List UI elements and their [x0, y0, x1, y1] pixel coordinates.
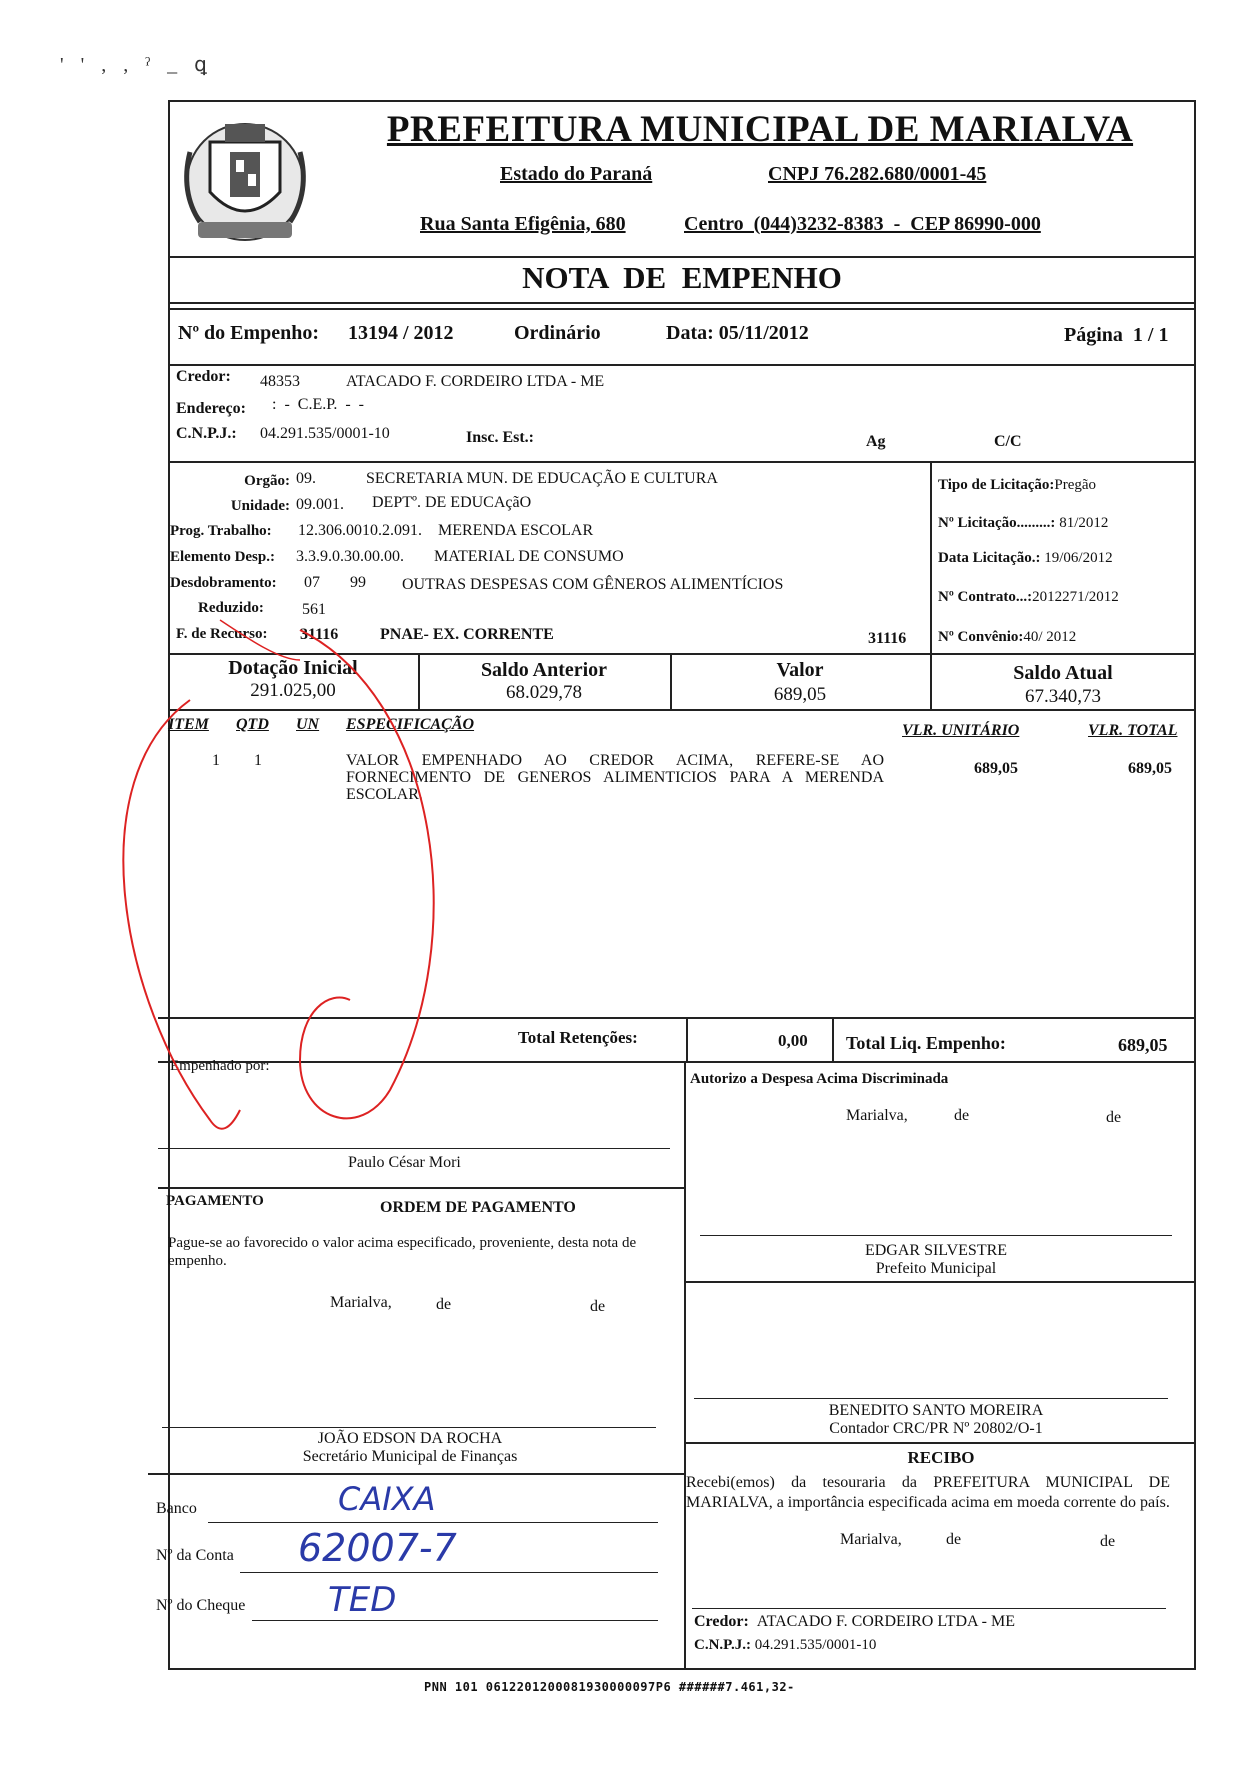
divider — [158, 1187, 684, 1189]
account-label: C/C — [994, 433, 1022, 450]
pagamento-label: PAGAMENTO — [166, 1193, 264, 1209]
desdobramento-name: OUTRAS DESPESAS COM GÊNEROS ALIMENTÍCIOS — [402, 576, 784, 593]
credor-label: Credor: — [176, 368, 231, 385]
divider — [684, 1061, 686, 1670]
num-licitacao-label — [938, 515, 1108, 532]
street-address: Rua Santa Efigênia, 680 — [420, 213, 626, 235]
credor-code: 48353 — [260, 373, 300, 390]
num-licitacao-value: 81/2012 — [1059, 515, 1109, 531]
recurso-label: F. de Recurso: — [176, 626, 268, 642]
dotacao-value: 291.025,00 — [250, 680, 336, 701]
row-unit-value: 689,05 — [974, 760, 1018, 777]
banco-label: Banco — [156, 1500, 197, 1517]
convenio-label — [938, 629, 1076, 646]
recibo-cnpj-value: 04.291.535/0001-10 — [754, 1637, 877, 1653]
dotacao-label: Dotação Inicial — [228, 657, 358, 679]
empenho-number: 13194 / 2012 — [348, 322, 454, 344]
tipo-licitacao-value: Pregão — [1054, 477, 1097, 493]
prog-name: MERENDA ESCOLAR — [438, 522, 594, 539]
divider — [158, 1061, 1196, 1063]
data-licitacao-value: 19/06/2012 — [1044, 550, 1113, 566]
desdobramento-a: 07 — [304, 574, 320, 591]
divider — [158, 1017, 1196, 1019]
recibo-credor-name: ATACADO F. CORDEIRO LTDA - ME — [756, 1613, 1015, 1630]
signature-line — [700, 1235, 1172, 1236]
saldo-anterior-value: 68.029,78 — [506, 682, 582, 703]
pagamento-de-2: de — [590, 1298, 606, 1315]
recibo-title: RECIBO — [907, 1448, 975, 1467]
accountant-title: Contador CRC/PR Nº 20802/O-1 — [829, 1420, 1043, 1437]
signature-line — [158, 1148, 670, 1149]
recibo-credor-label: Credor: — [694, 1613, 749, 1630]
empenho-date: Data: 05/11/2012 — [666, 322, 809, 344]
divider — [168, 709, 1196, 711]
signature-line — [694, 1398, 1168, 1399]
total-liquido-label: Total Liq. Empenho: — [846, 1033, 1006, 1053]
signature-line — [162, 1427, 656, 1428]
recibo-credor — [694, 1613, 1015, 1631]
divider — [148, 1473, 684, 1475]
saldo-atual-value: 67.340,73 — [1025, 686, 1101, 707]
address-label: Endereço: — [176, 400, 246, 417]
col-header-un: UN — [296, 716, 320, 733]
divider — [168, 256, 1196, 258]
tipo-licitacao-label — [938, 477, 1096, 494]
prog-code: 12.306.0010.2.091. — [298, 522, 422, 539]
page-number: Página 1 / 1 — [1064, 324, 1169, 346]
orgao-code: 09. — [296, 470, 316, 487]
contrato-value: 2012271/2012 — [1032, 589, 1119, 605]
autorizo-de-1: de — [954, 1107, 970, 1124]
coat-of-arms-logo — [170, 112, 320, 252]
recibo-cnpj-label: C.N.P.J.: — [694, 1637, 751, 1653]
autorizo-de-2: de — [1106, 1109, 1122, 1126]
scan-marks: ' ' , , ˀ _ ꝗ — [60, 54, 213, 76]
convenio-label-text: Nº Convênio: — [938, 629, 1024, 645]
col-header-qtd: QTD — [236, 716, 269, 733]
ordem-pagamento-label: ORDEM DE PAGAMENTO — [380, 1199, 576, 1216]
row-item: 1 — [212, 752, 220, 769]
divider — [684, 1442, 1196, 1444]
col-header-total-value: VLR. TOTAL — [1088, 722, 1178, 739]
valor-value: 689,05 — [773, 684, 827, 705]
conta-handwritten: 62007-7 — [298, 1526, 457, 1570]
mayor-title: Prefeito Municipal — [875, 1260, 997, 1277]
pagamento-city: Marialva, — [330, 1294, 392, 1311]
empenhado-por-name: Paulo César Mori — [348, 1154, 461, 1171]
conta-line — [240, 1572, 658, 1573]
cheque-handwritten: TED — [328, 1580, 397, 1620]
recibo-city: Marialva, — [840, 1531, 902, 1548]
secretary-name: JOÃO EDSON DA ROCHA — [317, 1430, 503, 1447]
divider — [168, 461, 1196, 463]
row-qtd: 1 — [254, 752, 262, 769]
total-retencoes-label: Total Retenções: — [518, 1028, 638, 1047]
divider — [930, 461, 932, 657]
credor-name: ATACADO F. CORDEIRO LTDA - ME — [346, 373, 605, 390]
valor-label: Valor — [776, 659, 824, 681]
saldo-anterior-label: Saldo Anterior — [480, 659, 608, 681]
elemento-code: 3.3.9.0.30.00.00. — [296, 548, 404, 565]
col-header-unit-value: VLR. UNITÁRIO — [902, 722, 1020, 739]
recurso-name: PNAE- EX. CORRENTE — [380, 626, 554, 643]
orgao-name: SECRETARIA MUN. DE EDUCAÇÃO E CULTURA — [366, 470, 718, 487]
banco-handwritten: CAIXA — [338, 1480, 436, 1518]
row-specification: VALOR EMPENHADO AO CREDOR ACIMA, REFERE-SE AO FORNECIMENTO DE GENEROS ALIMENTICIOS PARA A MERENDA ESCOLAR. — [346, 752, 884, 803]
num-licitacao-label-text: Nº Licitação.........: — [938, 515, 1056, 531]
conta-label: Nº da Conta — [156, 1547, 234, 1564]
accountant-name: BENEDITO SANTO MOREIRA — [828, 1402, 1044, 1419]
reduzido-label: Reduzido: — [198, 600, 264, 616]
secretary-title: Secretário Municipal de Finanças — [302, 1448, 518, 1465]
data-licitacao-label-text: Data Licitação.: — [938, 550, 1041, 566]
district-phone-cep: Centro (044)3232-8383 - CEP 86990-000 — [684, 213, 1041, 235]
divider — [168, 364, 1196, 366]
prog-label: Prog. Trabalho: — [170, 523, 272, 539]
desdobramento-label: Desdobramento: — [170, 575, 277, 591]
cheque-line — [252, 1620, 658, 1621]
cnpj-header: CNPJ 76.282.680/0001-45 — [768, 163, 987, 185]
unidade-code: 09.001. — [296, 496, 344, 513]
orgao-label: Orgão: — [244, 473, 290, 489]
reduzido-value: 561 — [302, 601, 326, 618]
saldo-atual-label: Saldo Atual — [1013, 662, 1113, 684]
elemento-label: Elemento Desp.: — [170, 549, 275, 565]
col-header-spec: ESPECIFICAÇÃO — [346, 716, 475, 733]
unidade-name: DEPTº. DE EDUCAçãO — [372, 494, 532, 511]
divider — [684, 1281, 1196, 1283]
tipo-licitacao-label-text: Tipo de Licitação: — [938, 477, 1055, 493]
recibo-cnpj — [694, 1637, 876, 1654]
prefeitura-title: PREFEITURA MUNICIPAL DE MARIALVA — [386, 109, 1134, 150]
mayor-name: EDGAR SILVESTRE — [864, 1242, 1008, 1259]
cnpj-value: 04.291.535/0001-10 — [260, 425, 390, 442]
empenho-type: Ordinário — [514, 322, 601, 344]
address-value: : - C.E.P. - - — [272, 396, 364, 413]
col-header-item: ITEM — [168, 716, 209, 733]
footer-code: PNN 101 0612201200081930000097P6 ######7.461,32- — [424, 1680, 795, 1694]
divider — [686, 1017, 688, 1063]
state-label: Estado do Paraná — [500, 163, 653, 185]
cheque-label: Nº do Cheque — [156, 1597, 246, 1614]
recibo-de-1: de — [946, 1531, 962, 1548]
doc-title: NOTA DE EMPENHO — [522, 260, 842, 295]
pagamento-text: Pague-se ao favorecido o valor acima especificado, proveniente, desta nota de empenho. — [168, 1235, 637, 1269]
recurso-code: 31116 — [300, 626, 339, 643]
contrato-label — [938, 589, 1119, 606]
empenhado-por-label: Empenhado por: — [170, 1058, 270, 1074]
banco-line — [208, 1522, 658, 1523]
total-retencoes-value: 0,00 — [778, 1031, 808, 1050]
autorizo-text: Autorizo a Despesa Acima Discriminada — [690, 1071, 949, 1087]
convenio-value: 40/ 2012 — [1023, 629, 1077, 645]
signature-line — [692, 1608, 1166, 1609]
divider — [168, 308, 1196, 310]
divider — [832, 1017, 834, 1063]
cnpj-label: C.N.P.J.: — [176, 425, 237, 442]
agency-label: Ag — [866, 433, 886, 450]
desdobramento-b: 99 — [350, 574, 366, 591]
recurso-code-2: 31116 — [868, 630, 907, 647]
divider — [168, 302, 1196, 304]
empenho-number-label: Nº do Empenho: — [178, 322, 320, 344]
unidade-label: Unidade: — [230, 498, 290, 514]
recibo-text: Recebi(emos) da tesouraria da PREFEITURA MUNICIPAL DE MARIALVA, a importância especificada acima em moeda corrente do país. — [686, 1474, 1170, 1511]
row-total-value: 689,05 — [1128, 760, 1172, 777]
insc-est-label: Insc. Est.: — [466, 429, 535, 446]
total-liquido-value: 689,05 — [1118, 1035, 1168, 1055]
elemento-name: MATERIAL DE CONSUMO — [434, 548, 624, 565]
contrato-label-text: Nº Contrato...: — [938, 589, 1033, 605]
divider — [168, 653, 1196, 655]
data-licitacao-label — [938, 550, 1113, 567]
autorizo-city: Marialva, — [846, 1107, 908, 1124]
pagamento-de-1: de — [436, 1296, 452, 1313]
recibo-de-2: de — [1100, 1533, 1116, 1550]
